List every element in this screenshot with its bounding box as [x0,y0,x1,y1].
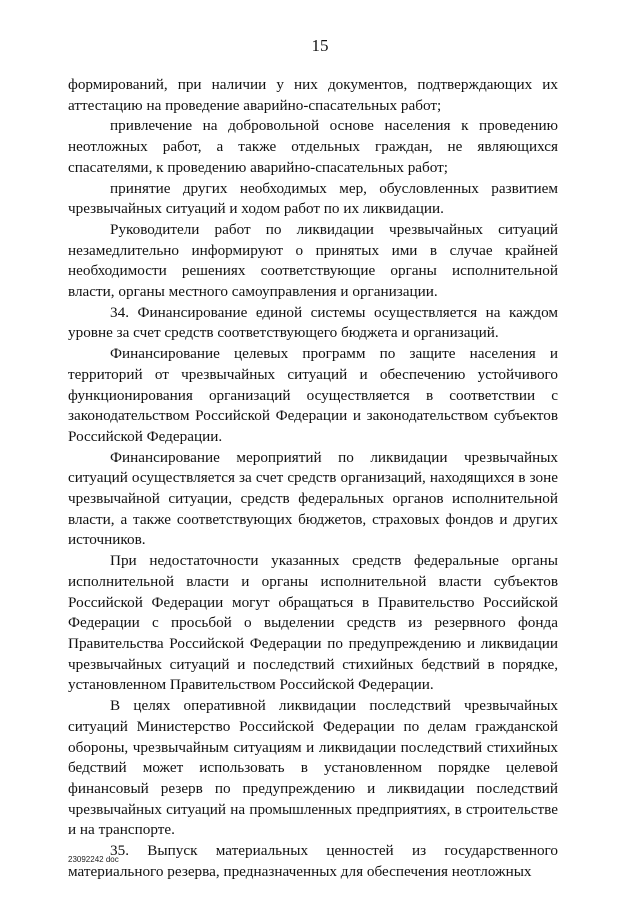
footer-document-code: 23092242 doc [68,855,119,864]
paragraph-volunteers: привлечение на добровольной основе населения к проведению неотложных работ, а также отдельных граждан, не являющихся спасателями, к проведению аварийно-спасательных работ; [68,117,558,176]
paragraph-target-programs: Финансирование целевых программ по защите населения и территорий от чрезвычайных ситуаций и обеспечению устойчивого функционирования организаций осуществляется в соответствии с законодательством Российской Федерации и законодательством субъектов Российской Федерации. [68,345,558,445]
paragraph-ministry-reserve: В целях оперативной ликвидации последствий чрезвычайных ситуаций Министерство Российской Федерации по делам гражданской обороны, чрезвычайным ситуациям и ликвидации последствий стихийных бедствий может использовать в установленном порядке целевой финансовый резерв по предупреждению и ликвидации последствий чрезвычайных ситуаций на промышленных предприятиях, в строительстве и на транспорте. [68,697,558,839]
paragraph-continuation: формирований, при наличии у них документов, подтверждающих их аттестацию на проведение аварийно-спасательных работ; [68,76,558,114]
document-body [68,75,558,882]
paragraph-insufficient-funds: При недостаточности указанных средств федеральные органы исполнительной власти и органы исполнительной власти субъектов Российской Федерации могут обращаться в Правительство Российской Федерации с просьбой о выделении средств из резервного фонда Правительства Российской Федерации по предупреждению и ликвидации чрезвычайных ситуаций и последствий стихийных бедствий в порядке, установленном Правительством Российской Федерации. [68,552,558,694]
paragraph-liquidation-funding: Финансирование мероприятий по ликвидации чрезвычайных ситуаций осуществляется за счет средств организаций, находящихся в зоне чрезвычайной ситуации, средств федеральных органов исполнительной власти, а также соответствующих бюджетов, страховых фондов и других источников. [68,448,558,549]
paragraph-section-34: 34. Финансирование единой системы осуществляется на каждом уровне за счет средств соответствующего бюджета и организаций. [68,303,558,342]
page-number: 15 [311,36,329,55]
paragraph-section-35: 35. Выпуск материальных ценностей из государственного материального резерва, предназначенных для обеспечения неотложных [68,842,558,880]
paragraph-other-measures: принятие других необходимых мер, обусловленных развитием чрезвычайных ситуаций и ходом работ по их ликвидации. [68,179,558,218]
paragraph-work-leaders: Руководители работ по ликвидации чрезвычайных ситуаций незамедлительно информируют о принятых ими в случае крайней необходимости решениях соответствующие органы исполнительной власти, органы местного самоуправления и организации. [68,220,558,301]
